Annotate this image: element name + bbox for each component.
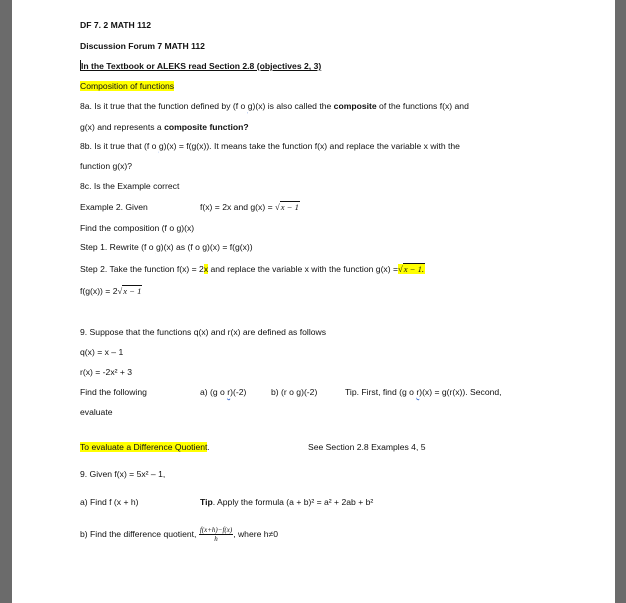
part-b-difference-quotient: b) Find the difference quotient, $\frac{f(x+h)-f(x)}{h}$ , where h≠0	[80, 526, 279, 543]
part-a-find: a) Find f (x + h)	[80, 497, 139, 507]
function-r: r(x) = -2x² + 3	[80, 367, 133, 377]
see-section-reference: See Section 2.8 Examples 4, 5	[308, 442, 426, 452]
function-q: q(x) = x – 1	[80, 347, 124, 357]
step-1: Step 1. Rewrite (f o g)(x) as (f o g)(x) = f(g(x))	[80, 242, 253, 252]
find-composition: Find the composition (f o g)(x)	[80, 223, 195, 233]
reading-instruction: In the Textbook or ALEKS read Section 2.8 (objectives 2, 3)	[81, 61, 322, 71]
question-8c: 8c. Is the Example correct	[80, 181, 180, 191]
question-9a: a) (g o r)(-2)	[200, 387, 247, 397]
document-subtitle: Discussion Forum 7 MATH 112	[80, 41, 205, 51]
question-9-tip: Tip. First, find (g o r)(x) = g(r(x)). Second,	[345, 387, 502, 397]
question-8b-line1: 8b. Is it true that (f o g)(x) = f(g(x)). It means take the function f(x) and replace the variable x with the	[80, 141, 460, 151]
question-9-given: 9. Given f(x) = 5x² – 1,	[80, 469, 166, 479]
document-page	[12, 0, 615, 603]
difference-quotient-fraction: $\frac{f(x+h)-f(x)}{h}$	[199, 526, 233, 543]
document-title: DF 7. 2 MATH 112	[80, 20, 151, 30]
question-9-find: Find the following	[80, 387, 147, 397]
example-2-given: f(x) = 2x and g(x) = √x − 1	[200, 202, 299, 212]
composition-result: f(g(x)) = 2√x − 1	[80, 286, 142, 296]
step-2: Step 2. Take the function f(x) = 2x and replace the variable x with the function g(x) =√x − 1.	[80, 264, 425, 274]
difference-quotient-heading: To evaluate a Difference Quotient.	[80, 442, 210, 452]
example-2-label: Example 2. Given	[80, 202, 148, 212]
question-9-evaluate: evaluate	[80, 407, 113, 417]
part-a-tip: Tip. Apply the formula (a + b)² = a² + 2ab + b²	[200, 497, 374, 507]
question-9b: b) (r o g)(-2)	[271, 387, 318, 397]
composition-heading: Composition of functions	[80, 81, 175, 91]
question-8a-line2: g(x) and represents a composite function?	[80, 122, 249, 132]
question-8b-line2: function g(x)?	[80, 161, 133, 171]
question-8a-line1: 8a. Is it true that the function defined by (f o g)(x) is also called the composite of the functions f(x) and	[80, 101, 469, 111]
question-9-intro: 9. Suppose that the functions q(x) and r(x) are defined as follows	[80, 327, 327, 337]
